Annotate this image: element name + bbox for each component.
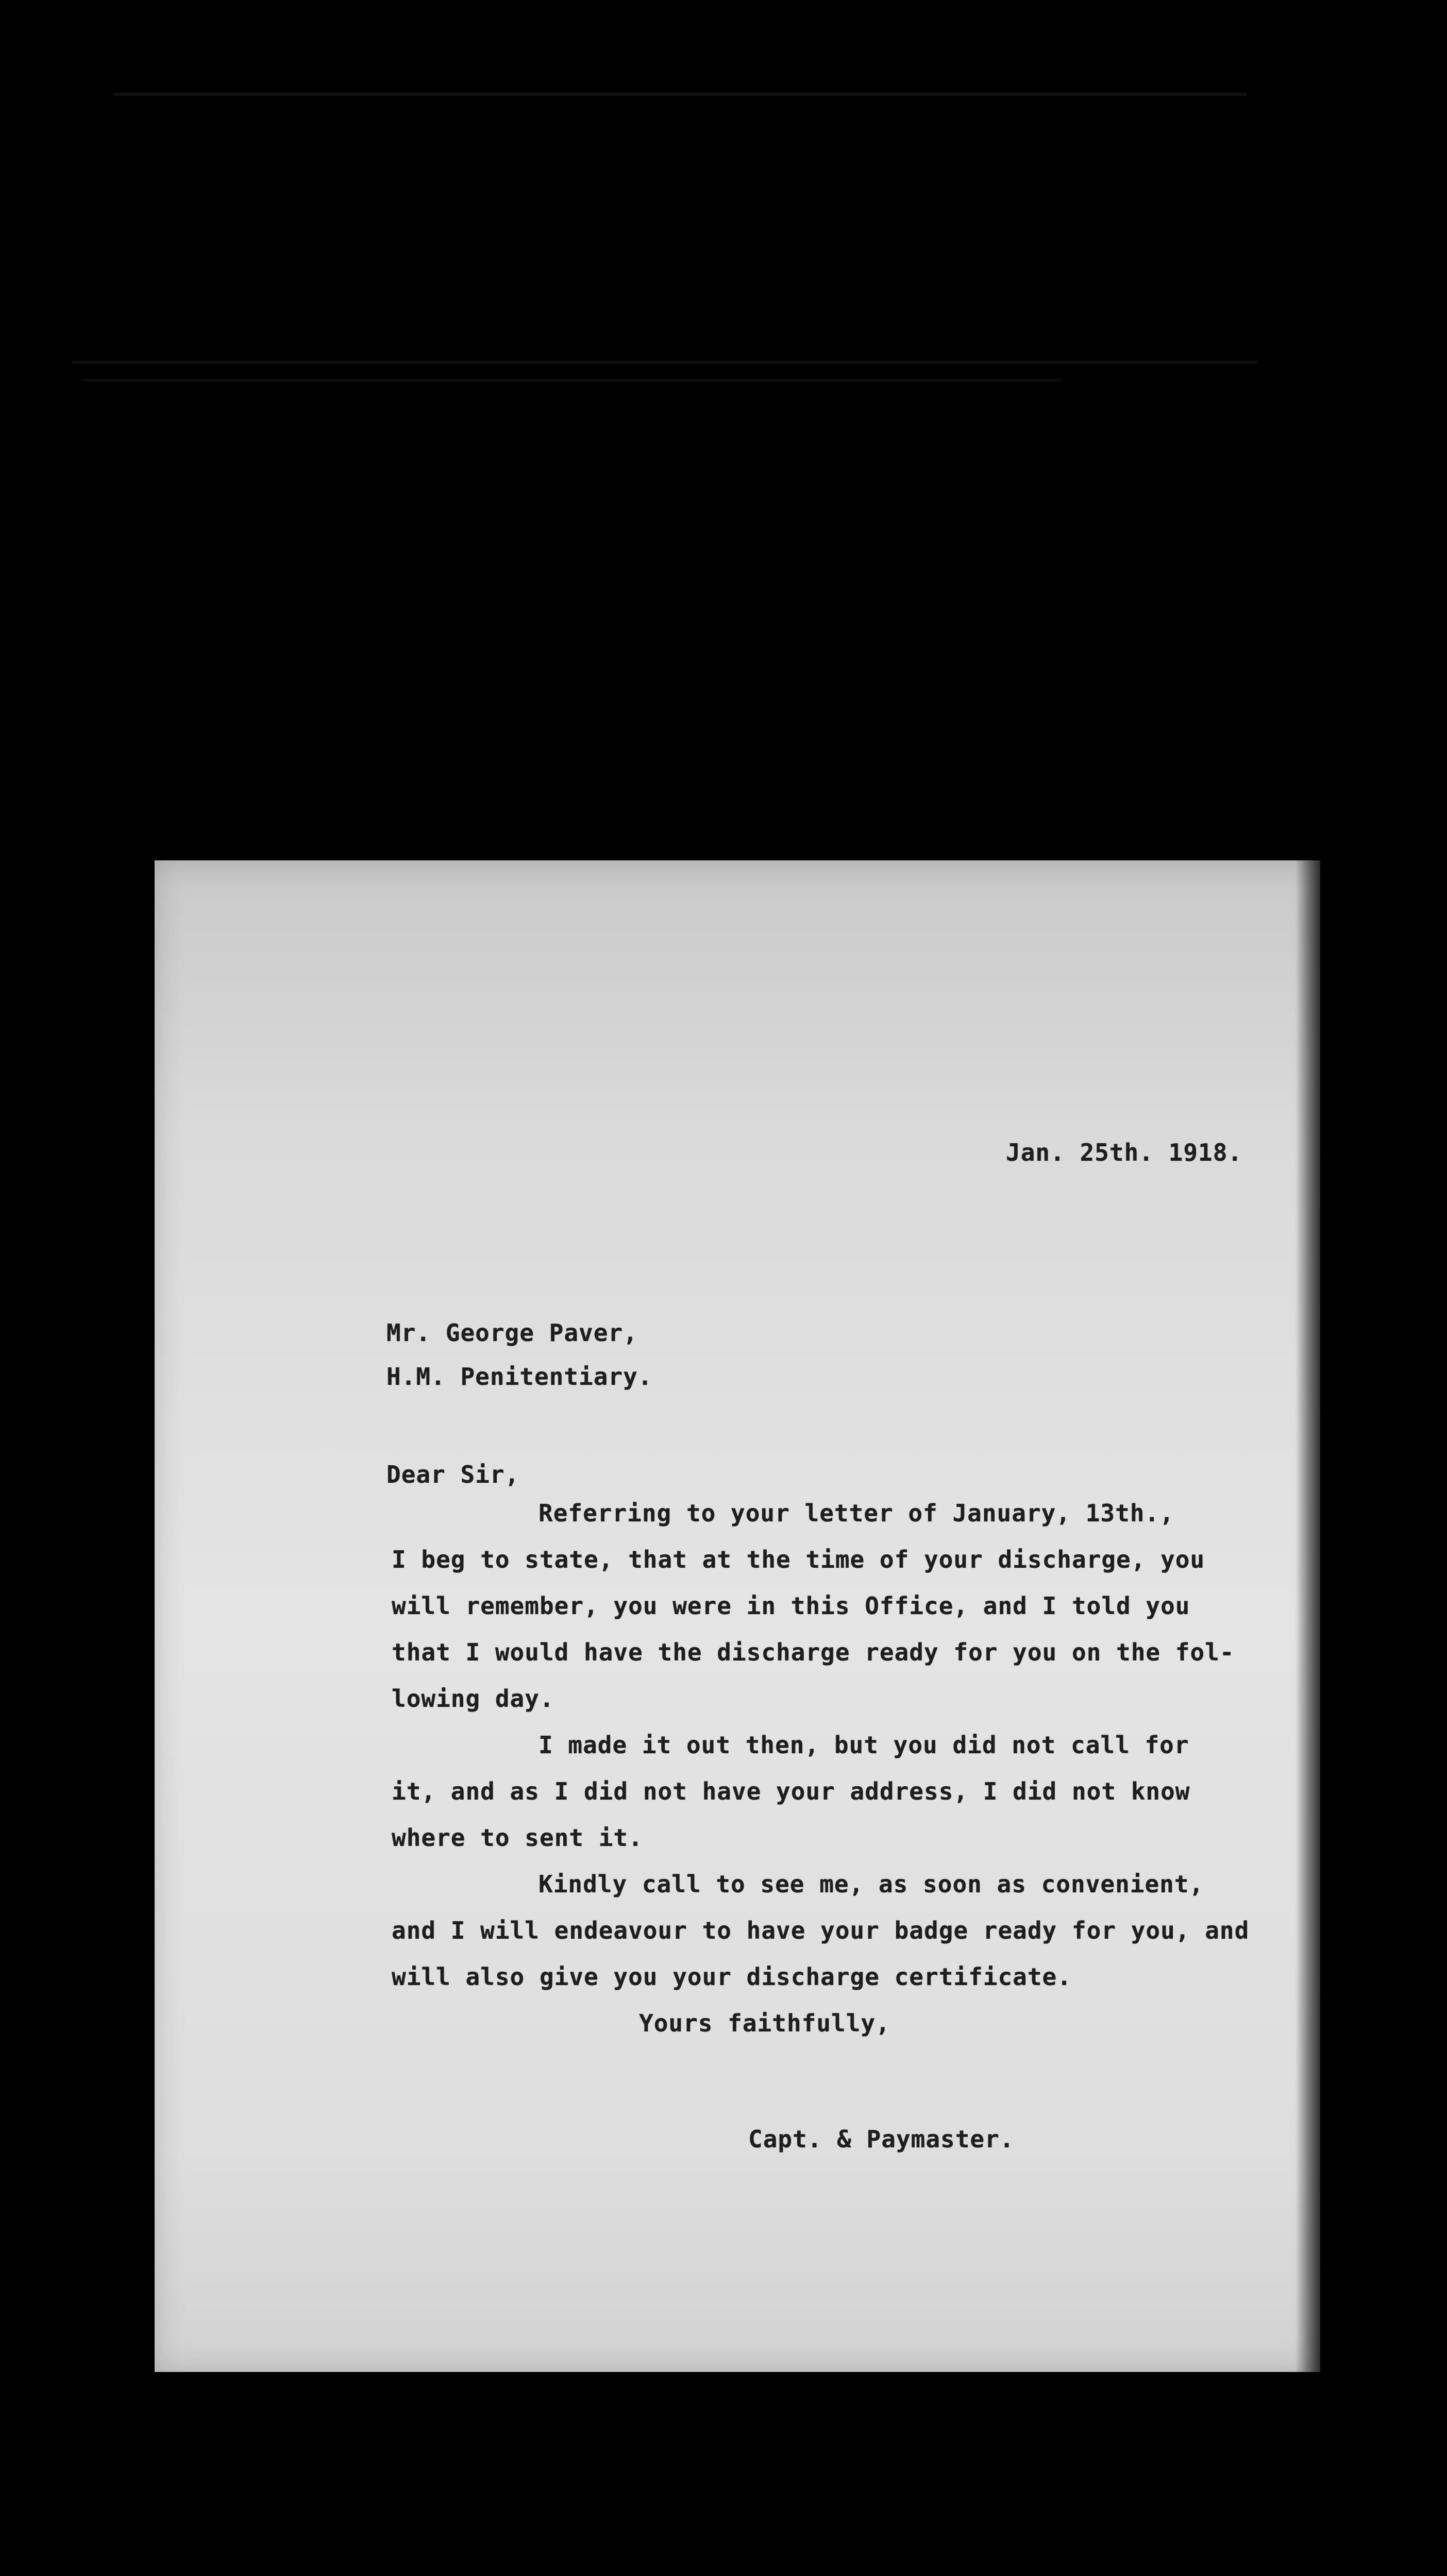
body-line: Referring to your letter of January, 13th.,	[539, 1499, 1174, 1527]
body-line: and I will endeavour to have your badge ready for you, and	[392, 1917, 1250, 1944]
body-line: I beg to state, that at the time of your discharge, you	[392, 1546, 1205, 1573]
body-line: that I would have the discharge ready for you on the fol-	[392, 1638, 1235, 1666]
scan-noise	[72, 361, 1257, 364]
body-line: will also give you your discharge certificate.	[392, 1963, 1072, 1991]
recipient-address: H.M. Penitentiary.	[386, 1363, 653, 1391]
scan-noise	[113, 93, 1247, 96]
letter-date: Jan. 25th. 1918.	[1006, 1139, 1243, 1166]
body-line: it, and as I did not have your address, I did not know	[392, 1777, 1190, 1805]
scan-noise	[82, 379, 1062, 382]
body-line: lowing day.	[392, 1685, 554, 1713]
letter-sheet	[155, 860, 1320, 2372]
recipient-name: Mr. George Paver,	[386, 1319, 638, 1347]
body-line: where to sent it.	[392, 1824, 643, 1852]
sheet-edge-shadow	[1295, 860, 1320, 2372]
salutation: Dear Sir,	[386, 1461, 520, 1488]
body-line: I made it out then, but you did not call for	[539, 1731, 1189, 1759]
signature-title: Capt. & Paymaster.	[748, 2125, 1015, 2153]
closing: Yours faithfully,	[639, 2009, 890, 2037]
body-line: will remember, you were in this Office, and I told you	[392, 1592, 1190, 1620]
body-line: Kindly call to see me, as soon as convenient,	[539, 1870, 1204, 1898]
